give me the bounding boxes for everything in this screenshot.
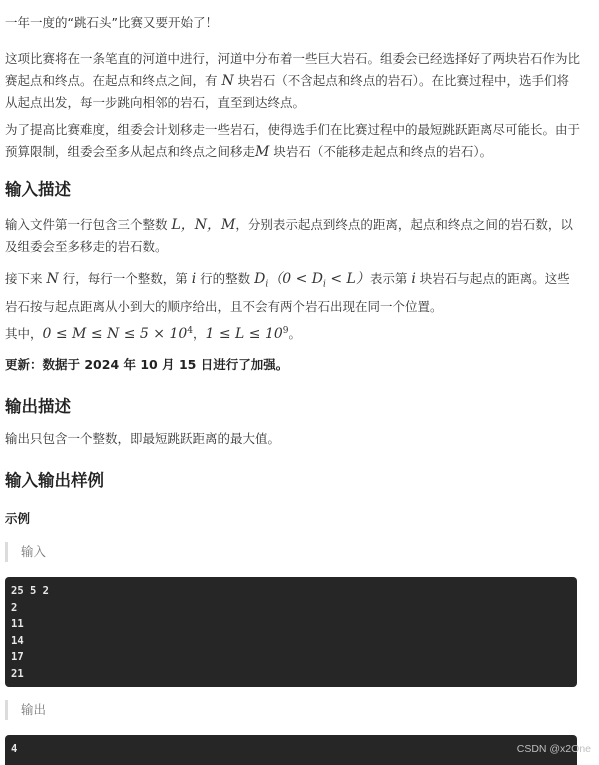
var-m: M	[255, 144, 270, 160]
code-line: 14	[11, 634, 24, 647]
description-paragraph-2: 为了提高比赛难度，组委会计划移走一些岩石，使得选手们在比赛过程中的最短跳跃距离尽可能长。由于预算限制，组委会至多从起点和终点之间移走M 块岩石（不能移走起点和终点的岩石）。	[5, 122, 581, 160]
input-desc-line-2: 接下来 N 行，每行一个整数，第 i 行的整数 $D_i(0 < D_i < L)$表示第 i 块岩石与起点的距离。这些岩石按与起点距离从小到大的顺序给出，且不会有两个岩石出现在同一个位置。	[5, 271, 570, 314]
example-label: 示例	[5, 511, 31, 526]
code-line: 17	[11, 651, 24, 663]
sample-input-code[interactable]	[5, 577, 577, 687]
code-line: 2	[11, 601, 18, 614]
code-line: 4	[11, 743, 18, 755]
output-heading: 输出描述	[5, 397, 71, 416]
input-heading: 输入描述	[5, 180, 71, 199]
update-note: 更新：数据于 2024 年 10 月 15 日进行了加强。	[5, 357, 289, 372]
sample-input-label: 输入	[5, 542, 580, 562]
sample-output-label: 输出	[5, 700, 580, 720]
description-paragraph-1: 这项比赛将在一条笔直的河道中进行，河道中分布着一些巨大岩石。组委会已经选择好了两块岩石作为比赛起点和终点。在起点和终点之间，有 N 块岩石（不含起点和终点的岩石）。在比赛过程中，选手们将从起点出发，每一步跳向相邻的岩石，直至到达终点。	[5, 51, 581, 110]
var-n: N	[221, 73, 234, 89]
var-lnm: L，N，M	[171, 217, 236, 233]
code-line: 21	[11, 667, 24, 680]
code-line: 25 5 2	[11, 585, 49, 597]
code-line: 11	[11, 618, 24, 630]
sample-output-code[interactable]	[5, 735, 577, 765]
intro-text: 一年一度的“跳石头”比赛又要开始了！	[5, 15, 218, 30]
watermark: CSDN @x2One	[516, 743, 591, 755]
sample-heading: 输入输出样例	[5, 471, 104, 490]
output-desc: 输出只包含一个整数，即最短跳跃距离的最大值。	[5, 431, 281, 446]
input-desc-line-1: 输入文件第一行包含三个整数 L，N，M，分别表示起点到终点的距离，起点和终点之间的岩石数，以及组委会至多移走的岩石数。	[5, 217, 573, 254]
constraint-line: 其中，$0 \le M \le N \le 5 \times 10^4$，$1 \le L \le 10^9$。	[5, 326, 302, 343]
